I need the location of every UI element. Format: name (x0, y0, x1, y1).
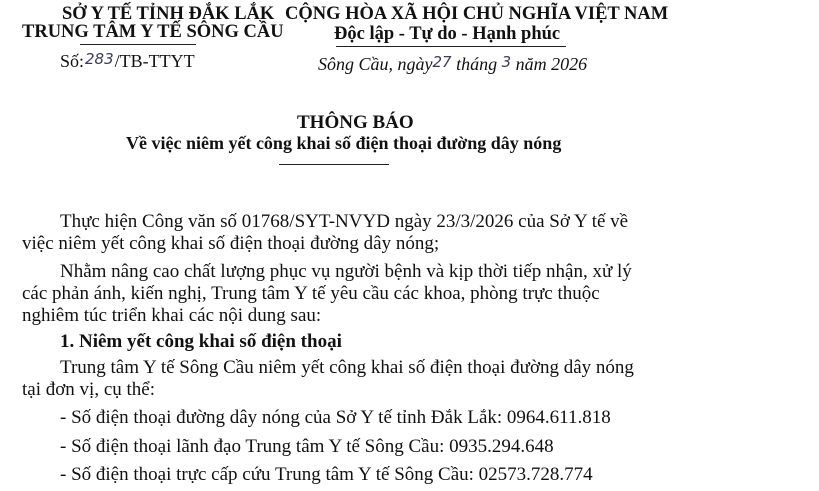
paragraph-3-line-2: tại đơn vị, cụ thể: (22, 379, 155, 400)
place-date-part2: tháng (451, 54, 498, 74)
date-day-handwritten: 27 (432, 53, 452, 71)
place-date-part3: năm 2026 (511, 54, 588, 74)
paragraph-1-line-1: Thực hiện Công văn số 01768/SYT-NVYD ngày 23/3/2026 của Sở Y tế về (60, 211, 629, 232)
issuing-organization: TRUNG TÂM Y TẾ SÔNG CẦU (22, 22, 284, 42)
date-month-handwritten: 3 (501, 53, 512, 71)
hotline-item-center-leadership: - Số điện thoại lãnh đạo Trung tâm Y tế Sông Cầu: 0935.294.648 (60, 436, 554, 457)
parent-organization: SỞ Y TẾ TỈNH ĐẮK LẮK (62, 4, 275, 24)
document-number-handwritten: 283 (85, 50, 114, 68)
national-title: CỘNG HÒA XÃ HỘI CHỦ NGHĨA VIỆT NAM (285, 4, 669, 24)
hotline-item-department-of-health: - Số điện thoại đường dây nóng của Sở Y tế tỉnh Đắk Lắk: 0964.611.818 (60, 407, 611, 428)
document-number-suffix: /TB-TTYT (114, 51, 195, 71)
paragraph-1-line-2: việc niêm yết công khai số điện thoại đường dây nóng; (22, 233, 440, 254)
document-number-prefix: Số: (60, 51, 85, 71)
place-and-date (318, 54, 587, 75)
organization-underline (80, 44, 196, 45)
motto-underline (336, 46, 566, 47)
paragraph-2-line-3: nghiêm túc triển khai các nội dung sau: (22, 305, 322, 326)
hotline-item-emergency: - Số điện thoại trực cấp cứu Trung tâm Y tế Sông Cầu: 02573.728.774 (60, 464, 593, 485)
document-subject: Về việc niêm yết công khai số điện thoại đường dây nóng (126, 133, 562, 153)
section-1-heading: 1. Niêm yết công khai số điện thoại (60, 331, 342, 352)
paragraph-2-line-2: các phản ánh, kiến nghị, Trung tâm Y tế yêu cầu các khoa, phòng trực thuộc (22, 283, 600, 304)
paragraph-2-line-1: Nhằm nâng cao chất lượng phục vụ người bệnh và kịp thời tiếp nhận, xử lý (60, 261, 632, 282)
title-underline (279, 164, 389, 165)
national-motto: Độc lập - Tự do - Hạnh phúc (334, 24, 561, 44)
document-type: THÔNG BÁO (297, 112, 414, 133)
paragraph-3-line-1: Trung tâm Y tế Sông Cầu niêm yết công khai số điện thoại đường dây nóng (60, 357, 634, 378)
place-date-part1: Sông Cầu, ngày (318, 54, 433, 74)
document-number (60, 51, 195, 72)
